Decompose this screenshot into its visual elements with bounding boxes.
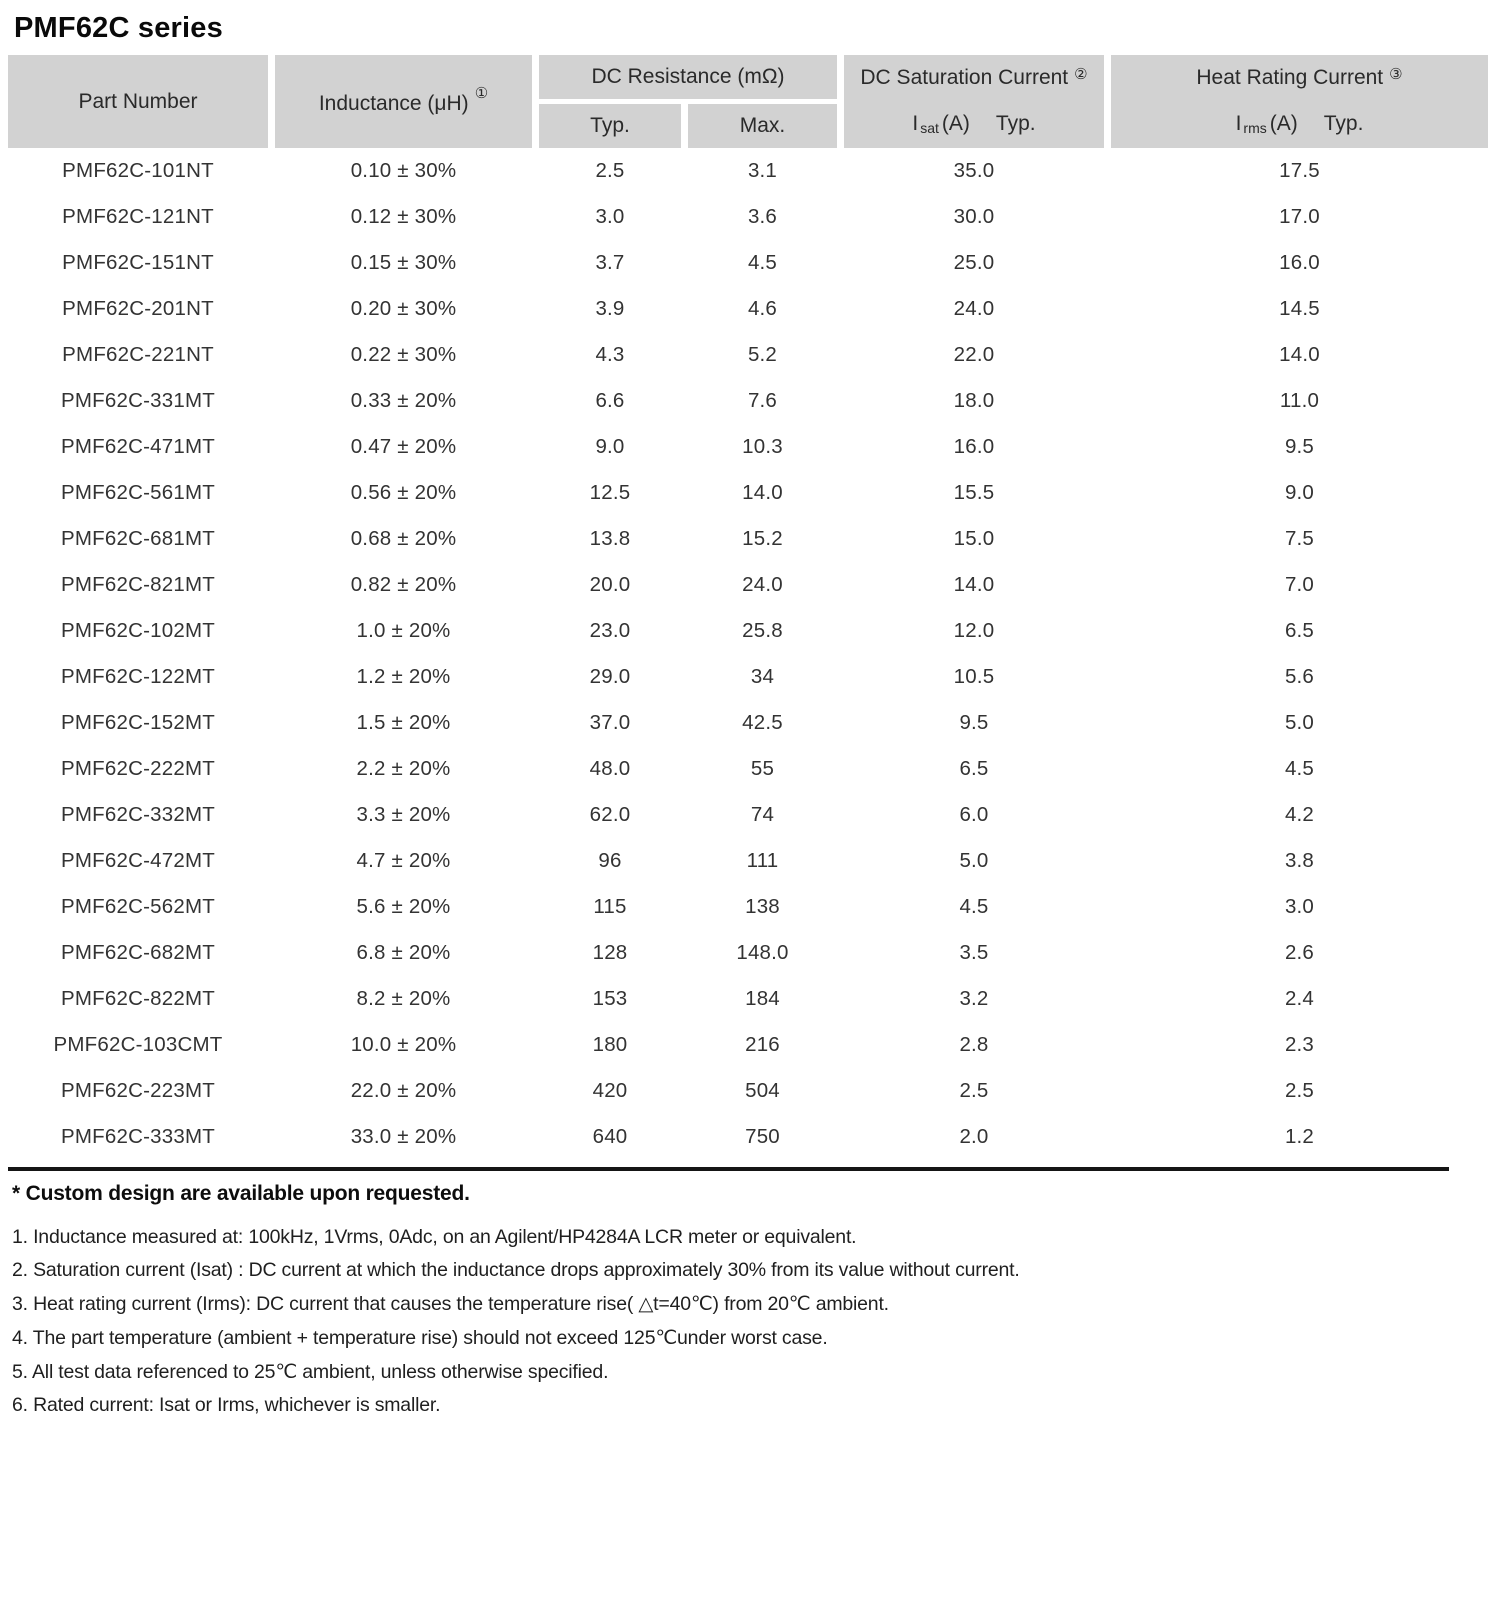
dcr-typ-cell: 48.0 <box>589 757 631 780</box>
dcr-max-cell: 111 <box>746 849 779 872</box>
irms-cell: 5.0 <box>1284 711 1315 734</box>
dcr-max-cell: 34 <box>750 665 775 688</box>
inductance-cell: 0.47 ± 20% <box>350 435 457 458</box>
part-number-cell: PMF62C-151NT <box>62 251 214 274</box>
dcr-typ-cell: 115 <box>593 895 627 918</box>
dcr-typ-cell: 128 <box>592 941 628 964</box>
isat-cell: 30.0 <box>953 205 995 228</box>
footnote-item: 3. Heat rating current (Irms): DC current that causes the temperature rise( △t=40℃) from 20℃ ambient. <box>12 1293 889 1315</box>
dcr-max-cell: 7.6 <box>747 389 778 412</box>
table-row <box>8 976 1488 1022</box>
isat-cell: 2.8 <box>959 1033 989 1056</box>
isat-typ-label: Typ. <box>995 112 1036 135</box>
irms-cell: 2.3 <box>1284 1033 1315 1056</box>
dcr-max-cell: 4.6 <box>747 297 778 320</box>
isat-unit: (A) <box>941 112 970 135</box>
table-row <box>8 516 1488 562</box>
table-row <box>8 884 1488 930</box>
part-number-cell: PMF62C-103CMT <box>53 1033 223 1056</box>
isat-cell: 35.0 <box>953 159 995 182</box>
dcr-typ-cell: 4.3 <box>595 343 625 366</box>
isat-cell: 4.5 <box>959 895 989 918</box>
footnote-item: 6. Rated current: Isat or Irms, whichever is smaller. <box>12 1394 441 1416</box>
footnote-item: 4. The part temperature (ambient + temperature rise) should not exceed 125℃under worst case. <box>12 1327 828 1349</box>
table-row <box>8 286 1488 332</box>
saturation-group-label: DC Saturation Current <box>860 65 1069 89</box>
isat-cell: 9.5 <box>959 711 989 734</box>
isat-symbol: I <box>912 112 919 135</box>
table-row <box>8 1114 1488 1160</box>
isat-symbol-sub: sat <box>920 120 939 136</box>
isat-cell: 15.5 <box>953 481 995 504</box>
irms-cell: 14.0 <box>1279 343 1320 366</box>
dcr-typ-cell: 2.5 <box>595 159 625 182</box>
footnote-item: 1. Inductance measured at: 100kHz, 1Vrms, 0Adc, on an Agilent/HP4284A LCR meter or equivalent. <box>12 1226 857 1248</box>
inductance-cell: 4.7 ± 20% <box>356 849 451 872</box>
footnotes-list <box>0 1226 1502 1417</box>
part-number-cell: PMF62C-221NT <box>62 343 214 366</box>
dcr-typ-cell: 62.0 <box>589 803 631 826</box>
irms-cell: 5.6 <box>1284 665 1315 688</box>
isat-cell: 2.0 <box>959 1125 989 1148</box>
irms-cell: 7.0 <box>1284 573 1315 596</box>
part-number-cell: PMF62C-121NT <box>62 205 214 228</box>
dcr-typ-cell: 420 <box>592 1079 628 1102</box>
inductance-cell: 0.56 ± 20% <box>350 481 457 504</box>
dcr-max-cell: 25.8 <box>742 619 783 642</box>
inductance-cell: 2.2 ± 20% <box>356 757 451 780</box>
dc-resistance-group-header <box>539 55 837 99</box>
dcr-max-cell: 14.0 <box>742 481 783 504</box>
dcr-max-cell: 184 <box>745 987 780 1010</box>
isat-cell: 6.5 <box>959 757 989 780</box>
footnote-item: 5. All test data referenced to 25℃ ambient, unless otherwise specified. <box>12 1361 609 1383</box>
irms-cell: 4.2 <box>1284 803 1315 826</box>
table-header <box>8 55 1488 148</box>
inductance-cell: 3.3 ± 20% <box>356 803 451 826</box>
page-title: PMF62C series <box>14 12 223 44</box>
heat-rating-header <box>1111 55 1488 148</box>
table-row <box>8 332 1488 378</box>
isat-cell: 5.0 <box>959 849 989 872</box>
inductance-cell: 0.10 ± 30% <box>350 159 457 182</box>
inductance-cell: 0.15 ± 30% <box>350 251 457 274</box>
isat-cell: 3.5 <box>959 941 989 964</box>
dc-resistance-group-label: DC Resistance (mΩ) <box>591 65 785 88</box>
irms-symbol-sub: rms <box>1243 120 1267 136</box>
footnote-mark-2: ② <box>1074 65 1088 83</box>
irms-cell: 4.5 <box>1284 757 1315 780</box>
heat-group-label: Heat Rating Current <box>1196 65 1384 89</box>
part-number-cell: PMF62C-333MT <box>61 1125 215 1148</box>
inductance-cell: 0.22 ± 30% <box>350 343 457 366</box>
table-row <box>8 378 1488 424</box>
dcr-typ-cell: 6.6 <box>595 389 625 412</box>
part-number-cell: PMF62C-201NT <box>62 297 214 320</box>
inductance-header-label: Inductance (μH) <box>318 91 469 115</box>
footnote-mark-3: ③ <box>1389 65 1403 83</box>
part-number-cell: PMF62C-102MT <box>61 619 215 642</box>
table-row <box>8 1022 1488 1068</box>
irms-cell: 16.0 <box>1279 251 1320 274</box>
isat-cell: 6.0 <box>959 803 989 826</box>
footnote-mark-1: ① <box>474 84 489 102</box>
dcr-typ-cell: 96 <box>598 849 622 872</box>
irms-cell: 7.5 <box>1284 527 1315 550</box>
dcr-max-cell: 216 <box>745 1033 780 1056</box>
dcr-max-cell: 3.6 <box>747 205 778 228</box>
table-row <box>8 148 1488 194</box>
part-number-cell: PMF62C-821MT <box>61 573 215 596</box>
irms-cell: 11.0 <box>1279 389 1320 412</box>
part-number-cell: PMF62C-682MT <box>61 941 215 964</box>
isat-cell: 24.0 <box>953 297 995 320</box>
table-row <box>8 838 1488 884</box>
inductance-cell: 6.8 ± 20% <box>356 941 451 964</box>
irms-cell: 9.0 <box>1284 481 1315 504</box>
saturation-current-header <box>844 55 1104 148</box>
irms-cell: 6.5 <box>1284 619 1315 642</box>
part-number-cell: PMF62C-152MT <box>61 711 215 734</box>
part-number-cell: PMF62C-471MT <box>61 435 215 458</box>
inductance-cell: 5.6 ± 20% <box>356 895 451 918</box>
dcr-max-cell: 148.0 <box>736 941 789 964</box>
table-row <box>8 608 1488 654</box>
isat-cell: 25.0 <box>953 251 995 274</box>
table-row <box>8 424 1488 470</box>
dcr-max-cell: 504 <box>745 1079 780 1102</box>
table-row <box>8 1068 1488 1114</box>
dcr-max-cell: 750 <box>745 1125 780 1148</box>
dcr-max-cell: 3.1 <box>747 159 778 182</box>
part-number-header <box>8 55 268 148</box>
irms-unit: (A) <box>1269 112 1298 135</box>
table-row <box>8 930 1488 976</box>
irms-cell: 17.5 <box>1279 159 1320 182</box>
dcr-typ-cell: 3.9 <box>595 297 625 320</box>
inductance-cell: 0.20 ± 30% <box>350 297 457 320</box>
part-number-cell: PMF62C-331MT <box>61 389 215 412</box>
part-number-cell: PMF62C-561MT <box>61 481 215 504</box>
dcr-max-cell: 5.2 <box>747 343 778 366</box>
dcr-typ-cell: 180 <box>592 1033 628 1056</box>
inductance-cell: 22.0 ± 20% <box>350 1079 457 1102</box>
dcr-typ-cell: 3.7 <box>595 251 625 274</box>
part-number-cell: PMF62C-472MT <box>61 849 215 872</box>
dcr-max-cell: 15.2 <box>742 527 783 550</box>
dcr-typ-header: Typ. <box>539 99 681 148</box>
part-number-cell: PMF62C-681MT <box>61 527 215 550</box>
dcr-typ-cell: 9.0 <box>595 435 625 458</box>
irms-cell: 2.5 <box>1284 1079 1315 1102</box>
table-row <box>8 240 1488 286</box>
isat-cell: 12.0 <box>953 619 995 642</box>
inductance-cell: 1.2 ± 20% <box>356 665 451 688</box>
table-row <box>8 792 1488 838</box>
inductance-cell: 1.0 ± 20% <box>356 619 451 642</box>
irms-symbol: I <box>1235 112 1242 135</box>
inductance-cell: 33.0 ± 20% <box>350 1125 457 1148</box>
part-number-cell: PMF62C-223MT <box>61 1079 215 1102</box>
table-row <box>8 746 1488 792</box>
dcr-max-cell: 24.0 <box>742 573 783 596</box>
footnote-item: 2. Saturation current (Isat) : DC current at which the inductance drops approximately 30% from its value without current. <box>12 1259 1020 1281</box>
irms-cell: 2.4 <box>1284 987 1315 1010</box>
dcr-typ-cell: 13.8 <box>589 527 631 550</box>
isat-cell: 10.5 <box>953 665 995 688</box>
irms-cell: 3.0 <box>1284 895 1315 918</box>
isat-cell: 14.0 <box>953 573 995 596</box>
irms-cell: 17.0 <box>1279 205 1320 228</box>
isat-cell: 15.0 <box>953 527 995 550</box>
custom-design-note: * Custom design are available upon requested. <box>12 1182 470 1205</box>
dcr-max-cell: 42.5 <box>742 711 783 734</box>
part-number-cell: PMF62C-122MT <box>61 665 215 688</box>
inductance-cell: 0.12 ± 30% <box>350 205 457 228</box>
footnote-divider-rule <box>8 1167 1449 1171</box>
part-number-header-label: Part Number <box>78 89 198 113</box>
table-row <box>8 700 1488 746</box>
inductance-cell: 1.5 ± 20% <box>356 711 451 734</box>
dcr-typ-cell: 37.0 <box>589 711 631 734</box>
irms-cell: 14.5 <box>1279 297 1320 320</box>
dcr-max-cell: 55 <box>750 757 775 780</box>
irms-cell: 1.2 <box>1284 1125 1315 1148</box>
irms-cell: 2.6 <box>1284 941 1315 964</box>
dcr-typ-cell: 12.5 <box>589 481 631 504</box>
dcr-typ-cell: 640 <box>592 1125 628 1148</box>
dcr-typ-cell: 20.0 <box>589 573 631 596</box>
isat-cell: 18.0 <box>953 389 995 412</box>
inductance-cell: 10.0 ± 20% <box>350 1033 457 1056</box>
table-row <box>8 194 1488 240</box>
table-row <box>8 470 1488 516</box>
dcr-max-cell: 4.5 <box>747 251 778 274</box>
irms-cell: 9.5 <box>1284 435 1315 458</box>
dcr-typ-cell: 153 <box>592 987 628 1010</box>
part-number-cell: PMF62C-222MT <box>61 757 215 780</box>
part-number-cell: PMF62C-101NT <box>62 159 214 182</box>
irms-cell: 3.8 <box>1284 849 1315 872</box>
dcr-max-cell: 74 <box>750 803 775 826</box>
irms-typ-label: Typ. <box>1323 112 1364 135</box>
dcr-max-cell: 138 <box>745 895 780 918</box>
dcr-max-cell: 10.3 <box>742 435 783 458</box>
inductance-header <box>275 55 532 148</box>
part-number-cell: PMF62C-332MT <box>61 803 215 826</box>
table-row <box>8 562 1488 608</box>
isat-cell: 2.5 <box>959 1079 989 1102</box>
isat-cell: 22.0 <box>953 343 995 366</box>
part-number-cell: PMF62C-562MT <box>61 895 215 918</box>
dcr-typ-cell: 23.0 <box>589 619 631 642</box>
inductance-cell: 0.82 ± 20% <box>350 573 457 596</box>
dcr-typ-cell: 29.0 <box>589 665 631 688</box>
spec-table <box>1 55 1495 1160</box>
isat-cell: 16.0 <box>953 435 995 458</box>
isat-cell: 3.2 <box>959 987 989 1010</box>
inductance-cell: 8.2 ± 20% <box>356 987 451 1010</box>
inductance-cell: 0.68 ± 20% <box>350 527 457 550</box>
table-row <box>8 654 1488 700</box>
part-number-cell: PMF62C-822MT <box>61 987 215 1010</box>
inductance-cell: 0.33 ± 20% <box>350 389 457 412</box>
dcr-max-header: Max. <box>688 99 837 148</box>
table-body <box>8 148 1488 1160</box>
dcr-typ-cell: 3.0 <box>595 205 625 228</box>
